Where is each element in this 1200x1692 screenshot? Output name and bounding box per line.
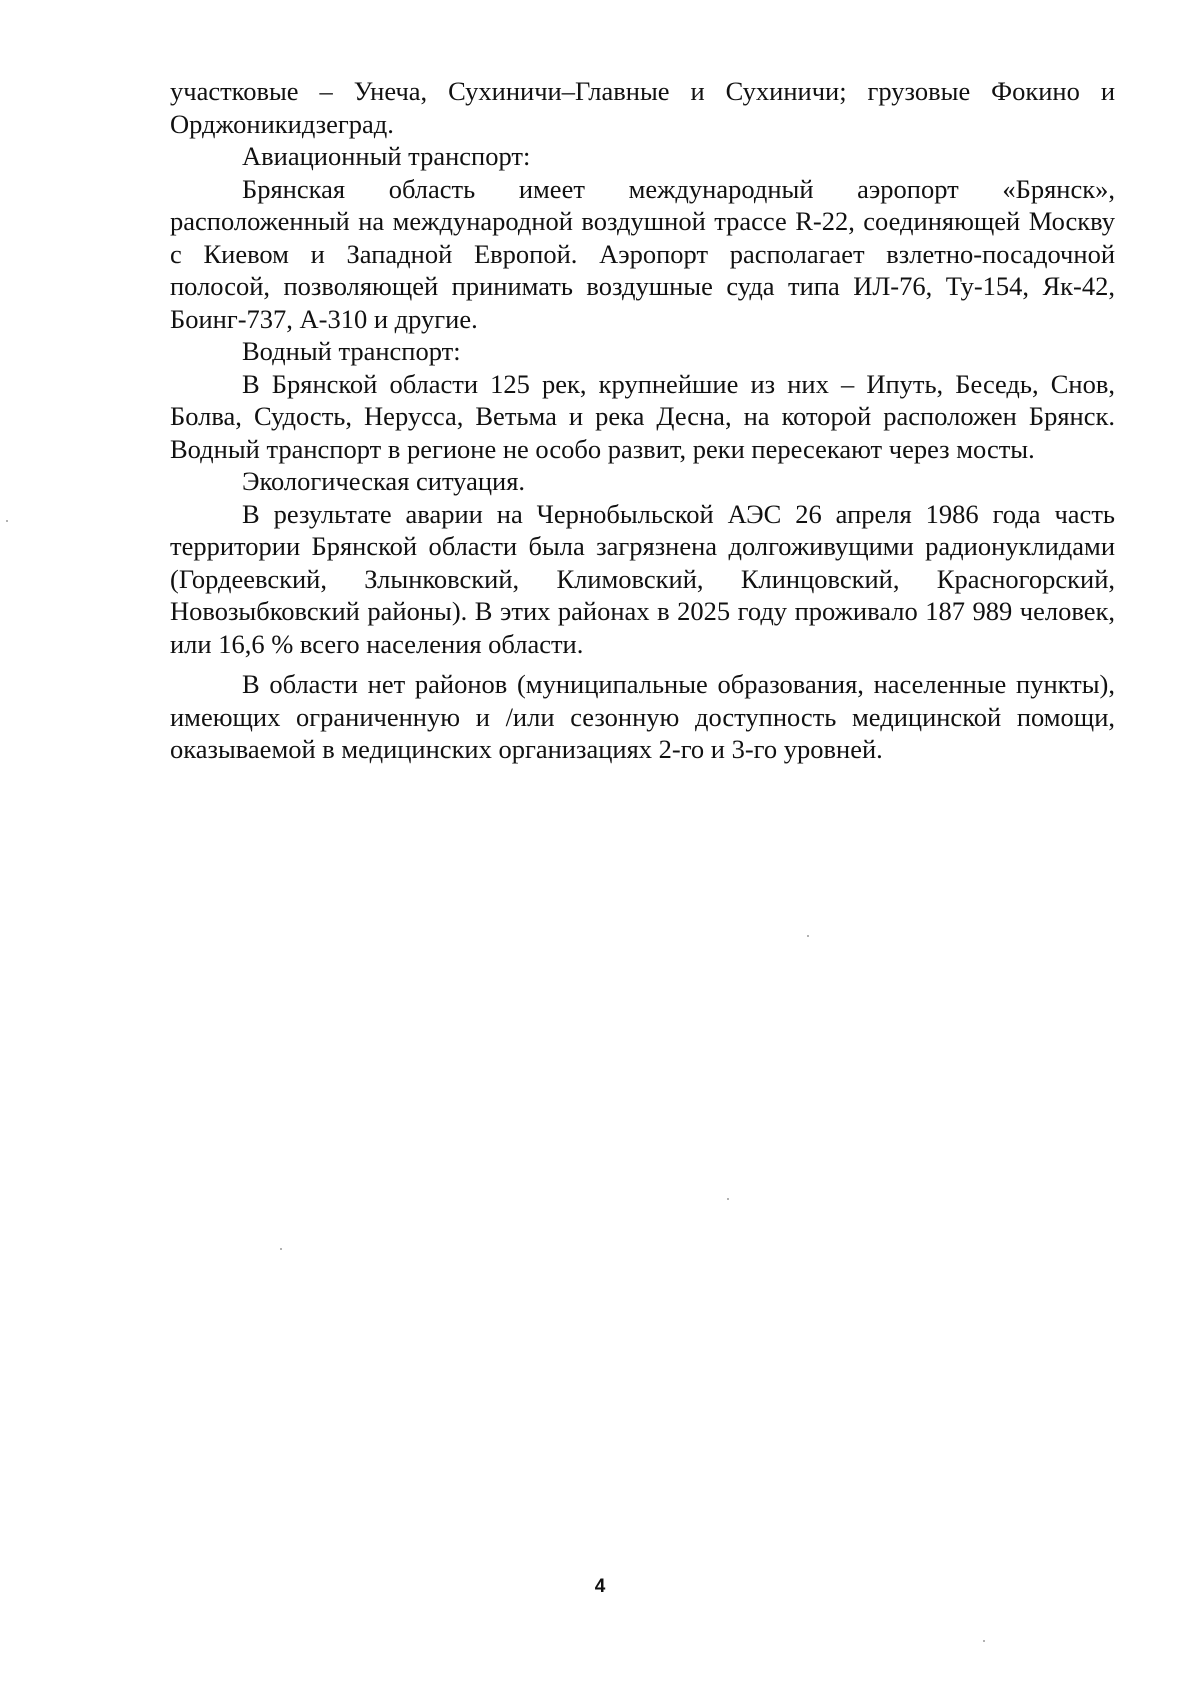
paragraph-chernobyl: В результате аварии на Чернобыльской АЭС 26 апреля 1986 года часть территории Брянской области была загрязнена долгоживущими радионуклидами (Гордеевский, Злынковский, Климовский, Клинцовский, Красногорский, Новозыбковский районы). В этих районах в 2025 году проживало 187 989 человек, или 16,6 % всего населения области. [170,498,1115,659]
heading-ecology: Экологическая ситуация. [242,466,526,496]
paragraph-airport: Брянская область имеет международный аэропорт «Брянск», расположенный на международной воздушной трассе R-22, соединяющей Москву с Киевом и Западной Европой. Аэропорт располагает взлетно-посадочной полосой, позволяющей принимать воздушные суда типа ИЛ-76, Ту-154, Як-42, Боинг-737, А-310 и другие. [170,173,1115,334]
paragraph-rivers: В Брянской области 125 рек, крупнейшие из них – Ипуть, Беседь, Снов, Болва, Судость, Нерусса, Ветьма и река Десна, на которой расположен Брянск. Водный транспорт в регионе не особо развит, реки пересекают через мосты. [170,368,1115,464]
scan-speck [280,1248,282,1250]
document-body [170,75,1115,766]
scan-speck [983,1640,985,1642]
scan-speck [807,935,809,937]
paragraph-railway-stations: участковые – Унеча, Сухиничи–Главные и Сухиничи; грузовые Фокино и Орджоникидзеград. [170,76,1115,139]
scan-speck [6,520,8,522]
paragraph-medical-access: В области нет районов (муниципальные образования, населенные пункты), имеющих ограниченную и /или сезонную доступность медицинской помощи, оказываемой в медицинских организациях 2-го и 3-го уровней. [170,669,1115,764]
heading-air-transport: Авиационный транспорт: [242,141,531,171]
scan-speck [727,1198,729,1200]
page-number: 4 [594,1576,606,1597]
heading-water-transport: Водный транспорт: [242,336,461,366]
